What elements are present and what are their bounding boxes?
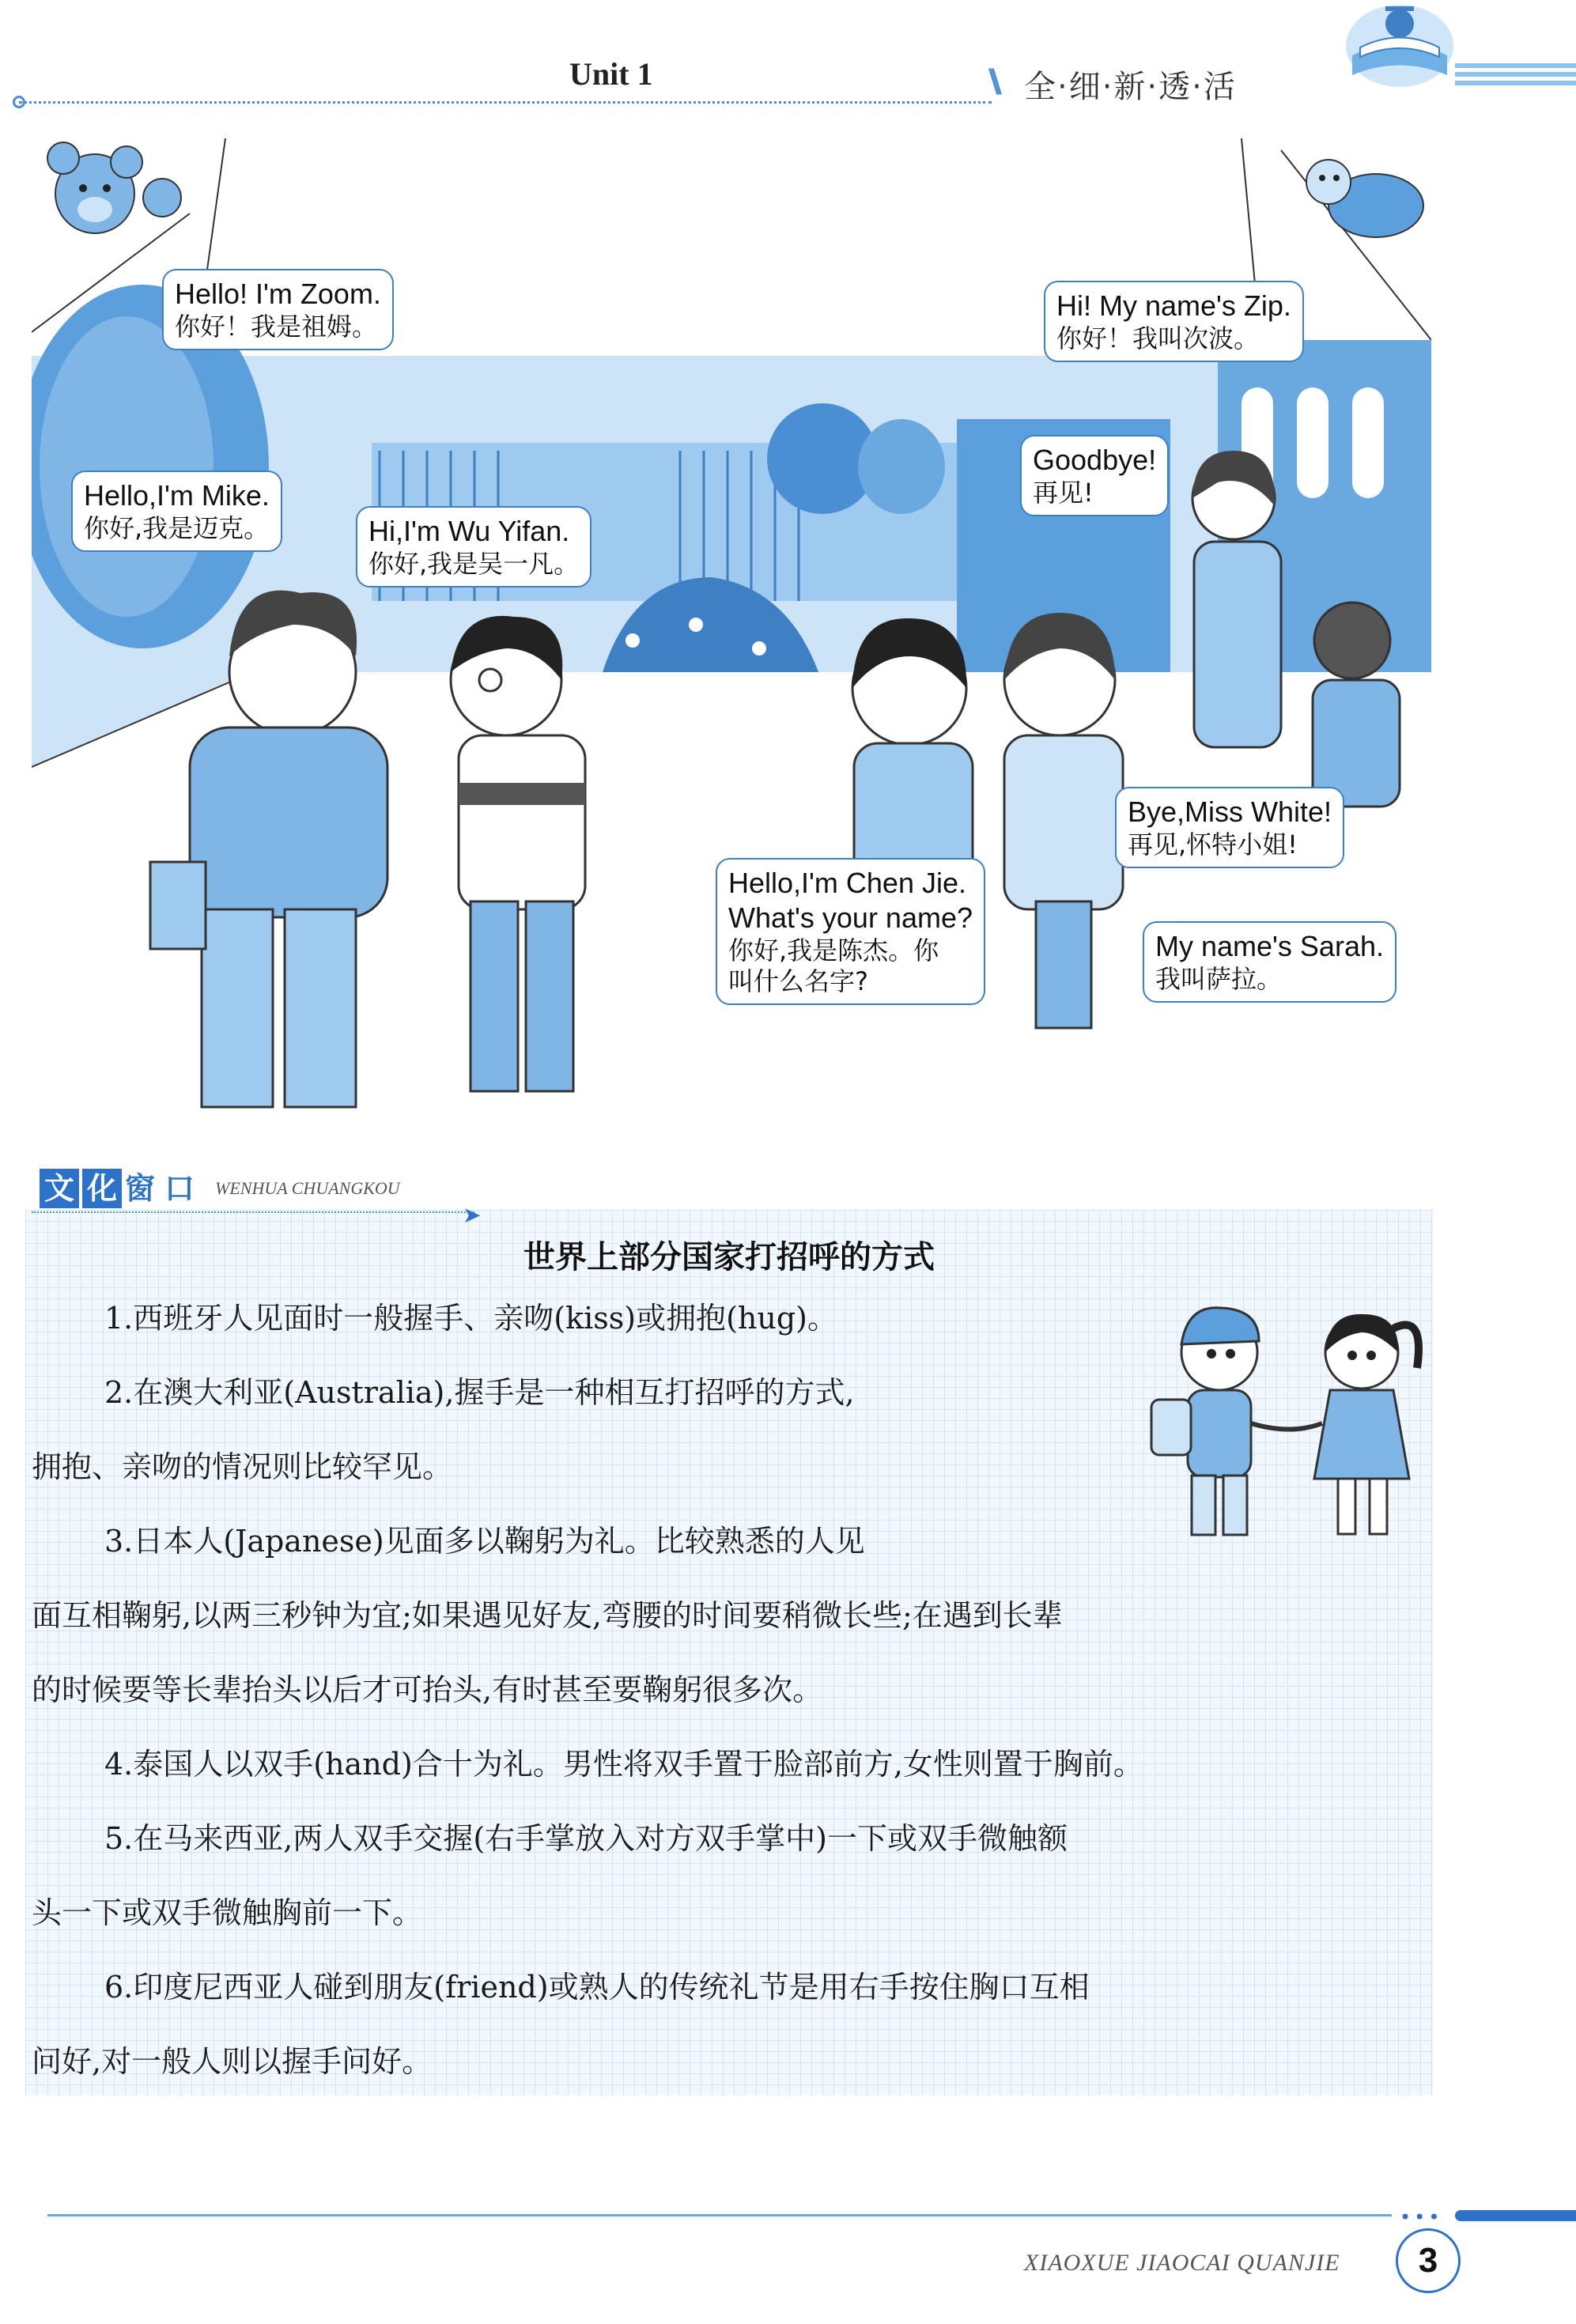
- culture-line-5: 面互相鞠躬,以两三秒钟为宜;如果遇见好友,弯腰的时间要稍微长些;在遇到长辈: [32, 1598, 1063, 1633]
- speech-bubble-goodbye: [1020, 435, 1169, 516]
- culture-tag-char-2: 化: [82, 1169, 122, 1208]
- speech-bubble-sarah: [1143, 921, 1396, 1003]
- culture-heading-underline: [32, 1211, 474, 1213]
- greeting-scene-illustration: [32, 134, 1431, 1131]
- culture-line-7: 4.泰国人以双手(hand)合十为礼。男性将双手置于脸部前方,女性则置于胸前。: [104, 1747, 1143, 1782]
- bubble-text-en: Hi! My name's Zip.: [1056, 289, 1291, 322]
- speech-bubble-zoom: [162, 269, 394, 350]
- bubble-text-zh-2: 叫什么名字?: [728, 965, 868, 996]
- speech-bubble-chen-jie: [716, 858, 985, 1005]
- bubble-text-en-1: Hello,I'm Chen Jie.: [728, 867, 966, 899]
- unit-label: Unit 1: [569, 56, 653, 92]
- culture-line-2: 2.在澳大利亚(Australia),握手是一种相互打招呼的方式,: [104, 1375, 855, 1410]
- header-motto: 全·细·新·透·活: [1024, 69, 1237, 105]
- bubble-text-en: Hi,I'm Wu Yifan.: [368, 515, 570, 547]
- speech-bubble-wu-yifan: [356, 506, 591, 588]
- boy-figure: [1313, 603, 1400, 807]
- bubble-text-zh: 你好！我是祖姆。: [175, 311, 378, 342]
- culture-tag-char-1: 文: [40, 1169, 79, 1208]
- miss-white-figure: [1192, 451, 1281, 747]
- book-badge-icon: [1336, 0, 1455, 95]
- bubble-text-en: Goodbye!: [1033, 444, 1157, 476]
- bubble-text-zh: 你好,我是迈克。: [84, 512, 270, 543]
- bubble-text-zh: 你好！我叫次波。: [1056, 323, 1260, 353]
- culture-window-panel: [25, 1210, 1433, 2095]
- speech-bubble-zip: [1044, 281, 1304, 362]
- page-number: 3: [1396, 2228, 1461, 2293]
- bubble-text-zh: 再见,怀特小姐!: [1128, 829, 1298, 860]
- bubble-text-en: Bye,Miss White!: [1128, 795, 1332, 828]
- culture-line-4: 3.日本人(Japanese)见面多以鞠躬为礼。比较熟悉的人见: [104, 1524, 865, 1559]
- header-slash-icon: \\: [988, 63, 994, 100]
- speech-bubble-miss-white: [1115, 787, 1344, 868]
- header-stripes: [1455, 63, 1576, 95]
- bubble-text-zh: 你好,我是吴一凡。: [368, 548, 580, 579]
- culture-line-3: 拥抱、亲吻的情况则比较罕见。: [32, 1449, 453, 1484]
- culture-line-10: 6.印度尼西亚人碰到朋友(friend)或熟人的传统礼节是用右手按住胸口互相: [104, 1970, 1090, 2005]
- culture-tag-char-3: 窗: [125, 1171, 156, 1206]
- bubble-text-en: Hello,I'm Mike.: [84, 479, 270, 512]
- bubble-text-zh: 再见!: [1033, 477, 1094, 508]
- culture-line-1: 1.西班牙人见面时一般握手、亲吻(kiss)或拥抱(hug)。: [104, 1301, 838, 1336]
- speech-bubble-mike: [71, 470, 282, 552]
- footer-bar: [1455, 2210, 1576, 2221]
- arrow-right-icon: ➤: [463, 1202, 482, 1228]
- culture-line-8: 5.在马来西亚,两人双手交握(右手掌放入对方双手掌中)一下或双手微触额: [104, 1821, 1068, 1856]
- culture-tag-char-4: 口: [164, 1171, 195, 1206]
- culture-line-6: 的时候要等长辈抬头以后才可抬头,有时甚至要鞠躬很多次。: [32, 1672, 823, 1707]
- culture-title: 世界上部分国家打招呼的方式: [523, 1239, 935, 1275]
- bubble-text-zh: 我叫萨拉。: [1155, 963, 1283, 994]
- bubble-text-zh-1: 你好,我是陈杰。你: [728, 935, 939, 965]
- page-header: [0, 0, 1576, 119]
- header-divider: [19, 101, 992, 104]
- series-name: XIAOXUE JIAOCAI QUANJIE: [1024, 2250, 1340, 2276]
- culture-line-11: 问好,对一般人则以握手问好。: [32, 2044, 433, 2079]
- culture-pinyin: WENHUA CHUANGKOU: [215, 1178, 400, 1198]
- handshake-children-icon: [1132, 1289, 1449, 1550]
- bubble-text-en: Hello! I'm Zoom.: [175, 278, 381, 310]
- bubble-text-en-2: What's your name?: [728, 901, 973, 934]
- culture-line-9: 头一下或双手微触胸前一下。: [32, 1895, 423, 1930]
- footer-divider: [47, 2214, 1392, 2216]
- culture-window-heading: [32, 1169, 538, 1228]
- bubble-text-en: My name's Sarah.: [1155, 930, 1384, 962]
- footer-dots-icon: •••: [1400, 2206, 1443, 2228]
